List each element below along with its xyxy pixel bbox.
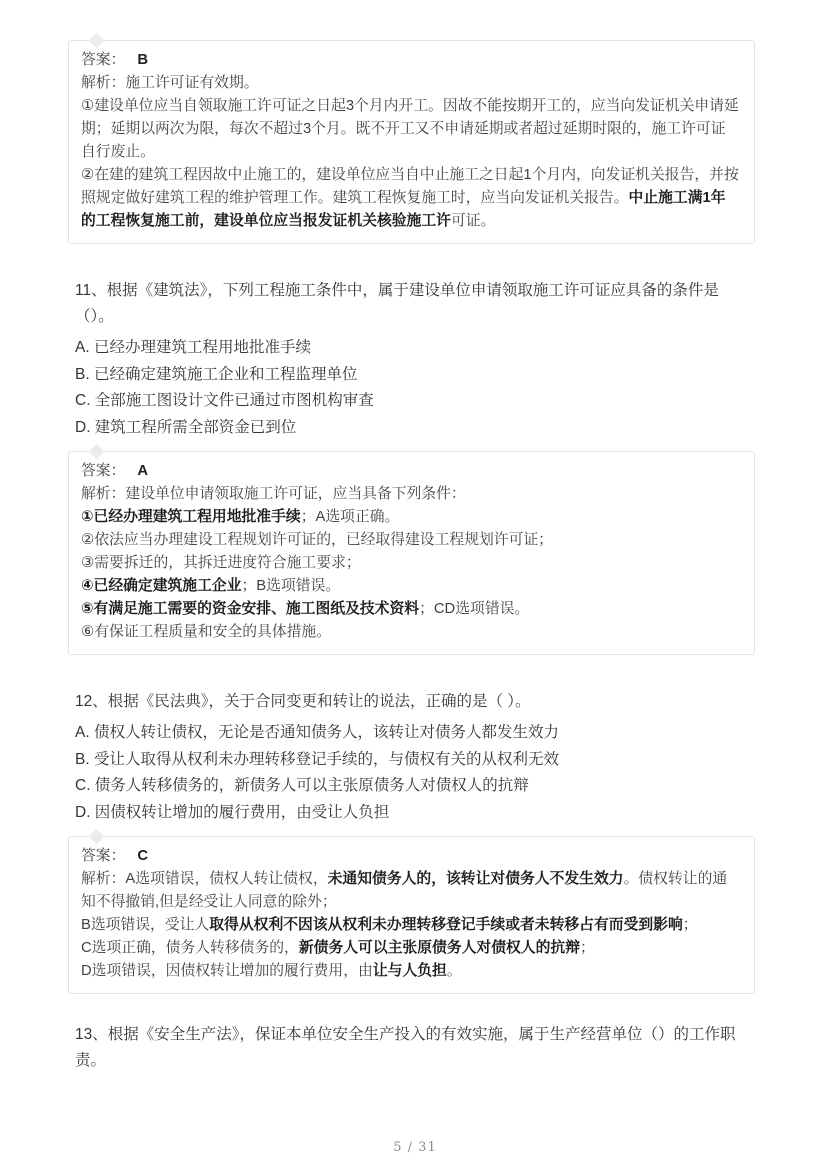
question-stem: 12、根据《民法典》，关于合同变更和转让的说法，正确的是（ ）。 [75, 693, 531, 710]
analysis-paragraph: 解析：施工许可证有效期。 [81, 75, 259, 91]
diamond-marker-icon [89, 33, 105, 49]
analysis-paragraph: ⑥有保证工程质量和安全的具体措施。 [81, 624, 332, 640]
question-11 [75, 278, 755, 441]
answer-box-q12 [68, 836, 755, 994]
option-item-c: C. 全部施工图设计文件已通过市图机构审查 [75, 392, 374, 409]
answer-value: A [137, 463, 149, 479]
option-item-d: D. 建筑工程所需全部资金已到位 [75, 418, 297, 436]
answer-label: 答案： [81, 463, 126, 479]
analysis-paragraph: ③需要拆迁的，其拆迁进度符合施工要求； [81, 555, 361, 571]
analysis-paragraph: ④已经确定建筑施工企业；B选项错误。 [81, 578, 341, 594]
answer-box-q10 [68, 40, 755, 244]
page-number: 5 / 31 [393, 1140, 437, 1155]
answer-box-q11 [68, 451, 755, 655]
answer-value: B [137, 52, 149, 68]
question-13 [75, 1022, 755, 1074]
analysis-paragraph: ①已经办理建筑工程用地批准手续；A选项正确。 [81, 509, 400, 525]
answer-line [81, 845, 740, 868]
analysis-paragraph: C选项正确，债务人转移债务的，新债务人可以主张原债务人对债权人的抗辩； [81, 940, 595, 956]
analysis-paragraph: ①建设单位应当自领取施工许可证之日起3个月内开工。因故不能按期开工的，应当向发证机关申请延期；延期以两次为限，每次不超过3个月。既不开工又不申请延期或者超过延期时限的，施工许可证自行废止。 [81, 98, 739, 160]
analysis-paragraph: ②在建的建筑工程因故中止施工的，建设单位应当自中止施工之日起1个月内，向发证机关报告，并按照规定做好建筑工程的维护管理工作。建筑工程恢复施工时，应当向发证机关报告。中止施工满1年的工程恢复施工前，建设单位应当报发证机关核验施工许可证。 [81, 167, 739, 229]
analysis-paragraph: 解析：建设单位申请领取施工许可证，应当具备下列条件： [81, 486, 466, 502]
answer-label: 答案： [81, 848, 126, 864]
analysis-paragraph: B选项错误，受让人取得从权利不因该从权利未办理转移登记手续或者未转移占有而受到影响； [81, 917, 698, 933]
question-stem: 13、根据《安全生产法》，保证本单位安全生产投入的有效实施，属于生产经营单位（）的工作职责。 [75, 1026, 736, 1069]
answer-line [81, 49, 740, 72]
answer-label: 答案： [81, 52, 126, 68]
question-12 [75, 689, 755, 826]
analysis-paragraph: ⑤有满足施工需要的资金安排、施工图纸及技术资料；CD选项错误。 [81, 601, 530, 617]
option-item-b: B. 已经确定建筑施工企业和工程监理单位 [75, 365, 358, 383]
analysis-paragraph: 解析：A选项错误，债权人转让债权，未通知债务人的，该转让对债务人不发生效力。债权转让的通知不得撤销,但是经受让人同意的除外； [81, 871, 728, 910]
option-item-a: A. 债权人转让债权，无论是否通知债务人，该转让对债务人都发生效力 [75, 724, 559, 741]
diamond-marker-icon [89, 444, 105, 460]
question-stem: 11、根据《建筑法》，下列工程施工条件中，属于建设单位申请领取施工许可证应具备的条件是（）。 [75, 282, 719, 325]
option-item-a: A. 已经办理建筑工程用地批准手续 [75, 339, 311, 356]
answer-value: C [137, 848, 149, 864]
option-item-b: B. 受让人取得从权利未办理转移登记手续的，与债权有关的从权利无效 [75, 750, 559, 768]
option-item-c: C. 债务人转移债务的，新债务人可以主张原债务人对债权人的抗辩 [75, 777, 529, 794]
answer-line [81, 460, 740, 483]
option-item-d: D. 因债权转让增加的履行费用，由受让人负担 [75, 803, 390, 821]
diamond-marker-icon [89, 829, 105, 845]
analysis-paragraph: ②依法应当办理建设工程规划许可证的，已经取得建设工程规划许可证； [81, 532, 553, 548]
analysis-paragraph: D选项错误，因债权转让增加的履行费用，由让与人负担。 [81, 963, 462, 979]
